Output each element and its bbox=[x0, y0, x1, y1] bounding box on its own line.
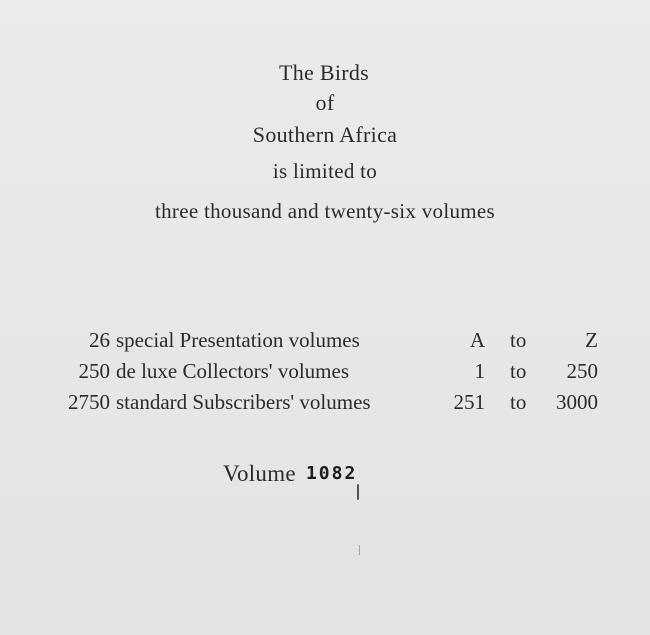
edition-description: standard Subscribers' volumes bbox=[116, 390, 371, 414]
edition-row bbox=[0, 356, 650, 387]
edition-description: special Presentation volumes bbox=[116, 328, 360, 352]
edition-count: 26 bbox=[89, 328, 110, 352]
edition-row bbox=[0, 325, 650, 356]
edition-table bbox=[0, 325, 650, 418]
volume-number-line bbox=[223, 458, 357, 492]
edition-count: 250 bbox=[78, 359, 110, 383]
edition-description: de luxe Collectors' volumes bbox=[116, 359, 349, 383]
edition-range-end: 3000 bbox=[556, 390, 598, 414]
book-title-line-2: of bbox=[315, 90, 335, 115]
edition-range-start: 251 bbox=[453, 390, 485, 414]
stamped-volume-number: 1082 bbox=[305, 463, 358, 484]
book-title-line-3: Southern Africa bbox=[252, 122, 398, 147]
limited-to-text: is limited to bbox=[272, 159, 378, 183]
ink-drip-mark bbox=[357, 484, 359, 500]
edition-count: 2750 bbox=[68, 390, 110, 414]
limitation-statement bbox=[0, 58, 650, 226]
edition-range-to: to bbox=[510, 359, 527, 383]
edition-range-end: Z bbox=[585, 328, 598, 352]
edition-range-end: 250 bbox=[566, 359, 598, 383]
book-title-line-1: The Birds bbox=[278, 60, 370, 85]
edition-range-to: to bbox=[510, 328, 527, 352]
volume-label: Volume bbox=[223, 461, 296, 486]
volume-total-text: three thousand and twenty-six volumes bbox=[154, 199, 496, 223]
edition-range-start: A bbox=[469, 328, 485, 352]
edition-range-to: to bbox=[510, 390, 527, 414]
edition-row bbox=[0, 387, 650, 418]
edition-range-start: 1 bbox=[474, 359, 485, 383]
ink-speck-mark bbox=[359, 545, 360, 555]
